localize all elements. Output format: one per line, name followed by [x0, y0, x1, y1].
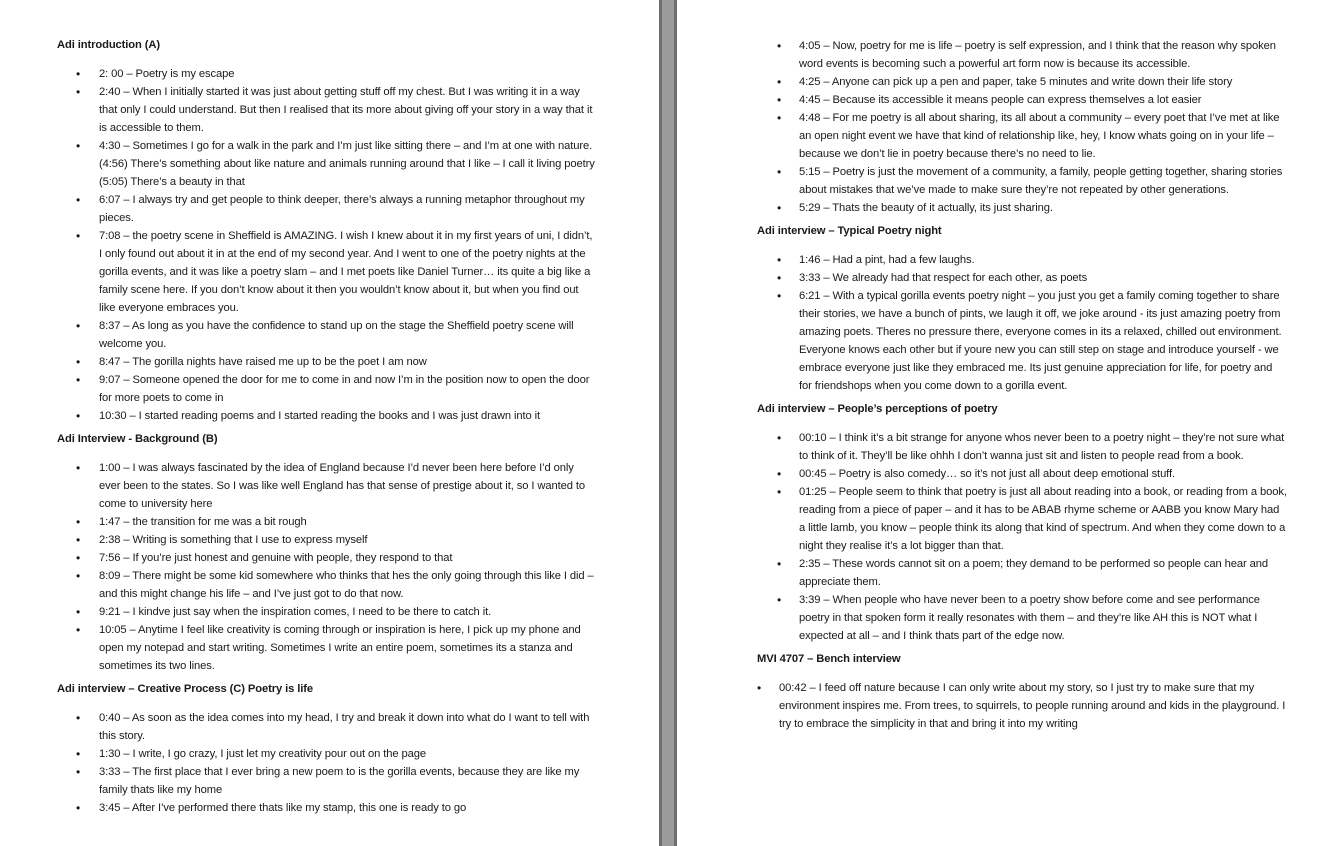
page-shadow-divider	[659, 0, 662, 846]
bullet-list	[757, 679, 1287, 733]
document-page-right	[677, 0, 1317, 846]
list-item: • 2:38 – Writing is something that I use to express myself	[57, 531, 597, 549]
bullet-list	[757, 37, 1287, 217]
section-heading: MVI 4707 – Bench interview	[757, 653, 901, 665]
list-item: • 4:25 – Anyone can pick up a pen and paper, take 5 minutes and write down their life story	[757, 73, 1287, 91]
list-item: • 00:10 – I think it’s a bit strange for anyone whos never been to a poetry night – they’re not sure what to think of it. They’ll be like ohhh I don’t wanna just sit and listen to people read from a book.	[757, 429, 1287, 465]
bullet-list	[57, 709, 597, 817]
list-item: • 9:21 – I kindve just say when the inspiration comes, I need to be there to catch it.	[57, 603, 597, 621]
list-item: • 4:45 – Because its accessible it means people can express themselves a lot easier	[757, 91, 1287, 109]
list-item: • 8:09 – There might be some kid somewhere who thinks that hes the only going through this like I did – and this might change his life – and I’ve just got to do that now.	[57, 567, 597, 603]
list-item: • 8:37 – As long as you have the confidence to stand up on the stage the Sheffield poetry scene will welcome you.	[57, 317, 597, 353]
bullet-list	[757, 251, 1287, 395]
list-item: • 2: 00 – Poetry is my escape	[57, 65, 597, 83]
list-item: • 10:30 – I started reading poems and I started reading the books and I was just drawn into it	[57, 407, 597, 425]
list-item: • 1:46 – Had a pint, had a few laughs.	[757, 251, 1287, 269]
page-shadow-divider	[674, 0, 677, 846]
list-item: • 8:47 – The gorilla nights have raised me up to be the poet I am now	[57, 353, 597, 371]
bullet-list	[57, 65, 597, 425]
bullet-list	[757, 429, 1287, 645]
section-heading: Adi interview – Creative Process (C) Poetry is life	[57, 683, 314, 695]
list-item: • 2:40 – When I initially started it was just about getting stuff off my chest. But I was writing it in a way that only I could understand. But then I realised that its more about giving off your story in a way that it is accessible to them.	[57, 83, 597, 137]
list-item: • 3:39 – When people who have never been to a poetry show before come and see performance poetry in that spoken form it really resonates with them – and they’re like AH this is NOT what I expected at all – and I think thats part of the edge now.	[757, 591, 1287, 645]
section-heading: Adi introduction (A)	[57, 39, 161, 51]
list-item: • 0:40 – As soon as the idea comes into my head, I try and break it down into what do I want to tell with this story.	[57, 709, 597, 745]
section-heading: Adi interview – Typical Poetry night	[757, 225, 942, 237]
list-item: • 4:30 – Sometimes I go for a walk in the park and I’m just like sitting there – and I’m at one with nature. (4:56) There’s something about like nature and animals running around that I like – I call it living poetry (5:05) There’s a beauty in that	[57, 137, 597, 191]
list-item: • 3:33 – The first place that I ever bring a new poem to is the gorilla events, because they are like my family thats like my home	[57, 763, 597, 799]
list-item: • 01:25 – People seem to think that poetry is just all about reading into a book, or reading from a book, reading from a piece of paper – and it has to be ABAB rhyme scheme or AABB you know Mary had a little lamb, you know – people think its along that kind of spectrum. And when they come down to a night they realise it’s a lot bigger than that.	[757, 483, 1287, 555]
list-item: • 9:07 – Someone opened the door for me to come in and now I’m in the position now to open the door for more poets to come in	[57, 371, 597, 407]
list-item: • 6:21 – With a typical gorilla events poetry night – you just you get a family coming together to share their stories, we have a bunch of pints, we laugh it off, we joke around - its just amazing poetry from amazing poets. Theres no pressure there, everyone comes in its a relaxed, chilled out environment. Everyone knows each other but if youre new you can still step on stage and introduce yourself - we embrace everyone just like they embraced me. Its just genuine appreciation for life, for poetry and for friendshops when you come down to a gorilla event.	[757, 287, 1287, 395]
page-right-content	[677, 0, 1287, 738]
list-item: • 00:42 – I feed off nature because I can only write about my story, so I just try to make sure that my environment inspires me. From trees, to squirrels, to people running around and kids in the playground. I try to embrace the simplicity in that and bring it into my writing	[757, 679, 1287, 733]
list-item: • 5:15 – Poetry is just the movement of a community, a family, people getting together, sharing stories about mistakes that we’ve made to make sure they’re not repeated by other generations.	[757, 163, 1287, 199]
list-item: • 3:33 – We already had that respect for each other, as poets	[757, 269, 1287, 287]
section-heading: Adi interview – People’s perceptions of poetry	[757, 403, 998, 415]
list-item: • 5:29 – Thats the beauty of it actually, its just sharing.	[757, 199, 1287, 217]
list-item: • 3:45 – After I’ve performed there thats like my stamp, this one is ready to go	[57, 799, 597, 817]
page-left-content	[0, 0, 597, 822]
list-item: • 00:45 – Poetry is also comedy… so it’s not just all about deep emotional stuff.	[757, 465, 1287, 483]
list-item: • 1:47 – the transition for me was a bit rough	[57, 513, 597, 531]
list-item: • 7:08 – the poetry scene in Sheffield is AMAZING. I wish I knew about it in my first years of uni, I didn’t, I only found out about it in at the end of my second year. And I went to one of the poetry nights at the gorilla events, and it was like a poetry slam – and I met poets like Daniel Turner… its quite a big like a family scene here. If you don’t know about it then you wouldn’t know about it, but when you find out like everyone embraces you.	[57, 227, 597, 317]
list-item: • 4:48 – For me poetry is all about sharing, its all about a community – every poet that I’ve met at like an open night event we have that kind of relationship like, hey, I know whats going on in your life – because we don’t lie in poetry because there’s no need to lie.	[757, 109, 1287, 163]
list-item: • 4:05 – Now, poetry for me is life – poetry is self expression, and I think that the reason why spoken word events is becoming such a powerful art form now is because its accessible.	[757, 37, 1287, 73]
list-item: • 6:07 – I always try and get people to think deeper, there’s always a running metaphor throughout my pieces.	[57, 191, 597, 227]
bullet-list	[57, 459, 597, 675]
list-item: • 2:35 – These words cannot sit on a poem; they demand to be performed so people can hear and appreciate them.	[757, 555, 1287, 591]
list-item: • 7:56 – If you’re just honest and genuine with people, they respond to that	[57, 549, 597, 567]
list-item: • 1:00 – I was always fascinated by the idea of England because I’d never been here before I’d only ever been to the states. So I was like well England has that sense of prestige about it, so I wanted to come to university here	[57, 459, 597, 513]
section-heading: Adi Interview - Background (B)	[57, 433, 218, 445]
list-item: • 1:30 – I write, I go crazy, I just let my creativity pour out on the page	[57, 745, 597, 763]
list-item: • 10:05 – Anytime I feel like creativity is coming through or inspiration is here, I pick up my phone and open my notepad and start writing. Sometimes I write an entire poem, sometimes its a stanza and sometimes its two lines.	[57, 621, 597, 675]
